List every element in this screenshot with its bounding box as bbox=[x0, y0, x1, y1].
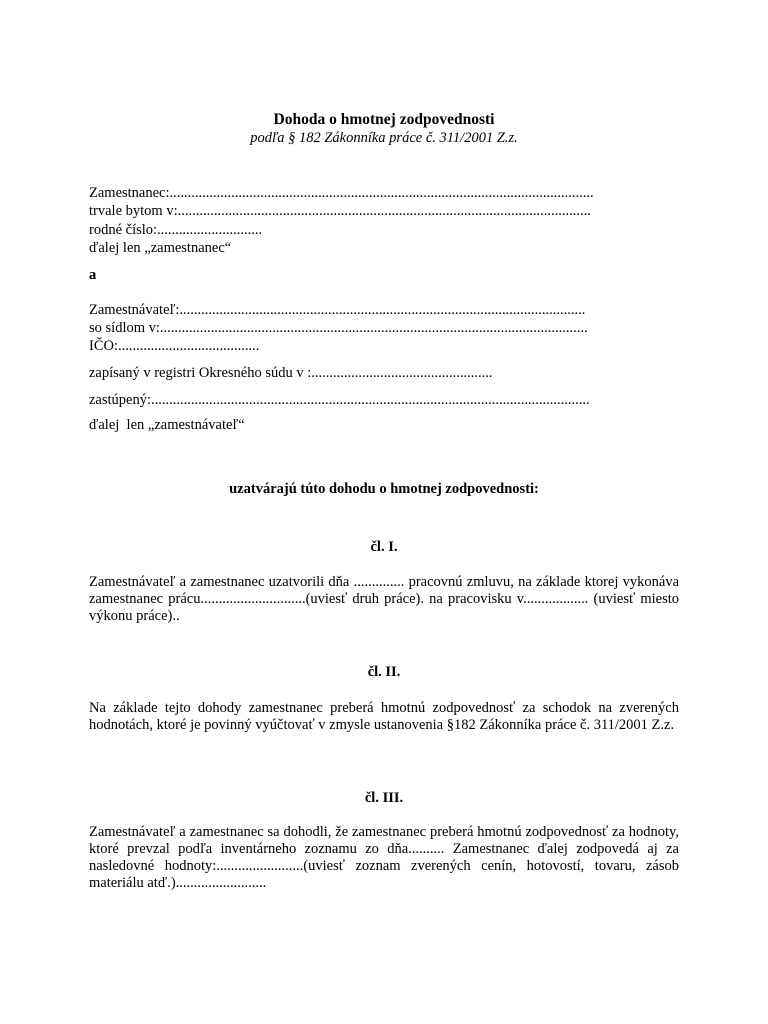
employee-alias-line: ďalej len „zamestnanec“ bbox=[89, 240, 232, 256]
employer-ico-line: IČO:....................................... bbox=[89, 338, 260, 354]
article-3-heading: čl. III. bbox=[364, 790, 404, 806]
article-3-text: Zamestnávateľ a zamestnanec sa dohodli, že zamestnanec preberá hmotnú zodpovednosť za hodnoty, ktoré prevzal podľa inventárneho zoznamu zo dňa.......... Zamestnanec ďalej zodpovedá aj za nasledovné hodnoty:........................(uviesť zoznam zverených cenín, hotovostí, tovaru, zásob materiálu atď.)......................... bbox=[89, 824, 679, 891]
employer-seat-line: so sídlom v:...................................................................................................................... bbox=[89, 320, 588, 336]
article-2-heading: čl. II. bbox=[367, 664, 401, 680]
conjunction-text: a bbox=[89, 267, 97, 283]
employee-birth-number-line: rodné číslo:............................. bbox=[89, 222, 263, 238]
article-2-text: Na základe tejto dohody zamestnanec preberá hmotnú zodpovednosť za schodok na zverených hodnotách, ktoré je povinný vyúčtovať v zmysle ustanovenia §182 Zákonníka práce č. 311/2001 Z.z. bbox=[89, 700, 679, 733]
employee-address-line: trvale bytom v:.................................................................................................................. bbox=[89, 203, 591, 219]
employer-alias-line: ďalej len „zamestnávateľ“ bbox=[89, 417, 245, 433]
employer-representative-line: zastúpený:......................................................................................................................... bbox=[89, 392, 590, 408]
document-subtitle: podľa § 182 Zákonníka práce č. 311/2001 Z.z. bbox=[250, 130, 518, 146]
document-title: Dohoda o hmotnej zodpovednosti bbox=[273, 111, 495, 128]
article-1-heading: čl. I. bbox=[370, 539, 398, 555]
employee-name-line: Zamestnanec:..................................................................................................................... bbox=[89, 185, 594, 201]
employer-name-line: Zamestnávateľ:................................................................................................................ bbox=[89, 302, 586, 318]
employer-registry-line: zapísaný v registri Okresného súdu v :.................................................. bbox=[89, 365, 493, 381]
agreement-intro: uzatvárajú túto dohodu o hmotnej zodpovednosti: bbox=[229, 481, 539, 497]
article-1-text: Zamestnávateľ a zamestnanec uzatvorili dňa .............. pracovnú zmluvu, na základe ktorej vykonáva zamestnanec prácu.............................(uviesť druh práce). na pracovisku v.................. (uviesť miesto výkonu práce).. bbox=[89, 574, 679, 624]
